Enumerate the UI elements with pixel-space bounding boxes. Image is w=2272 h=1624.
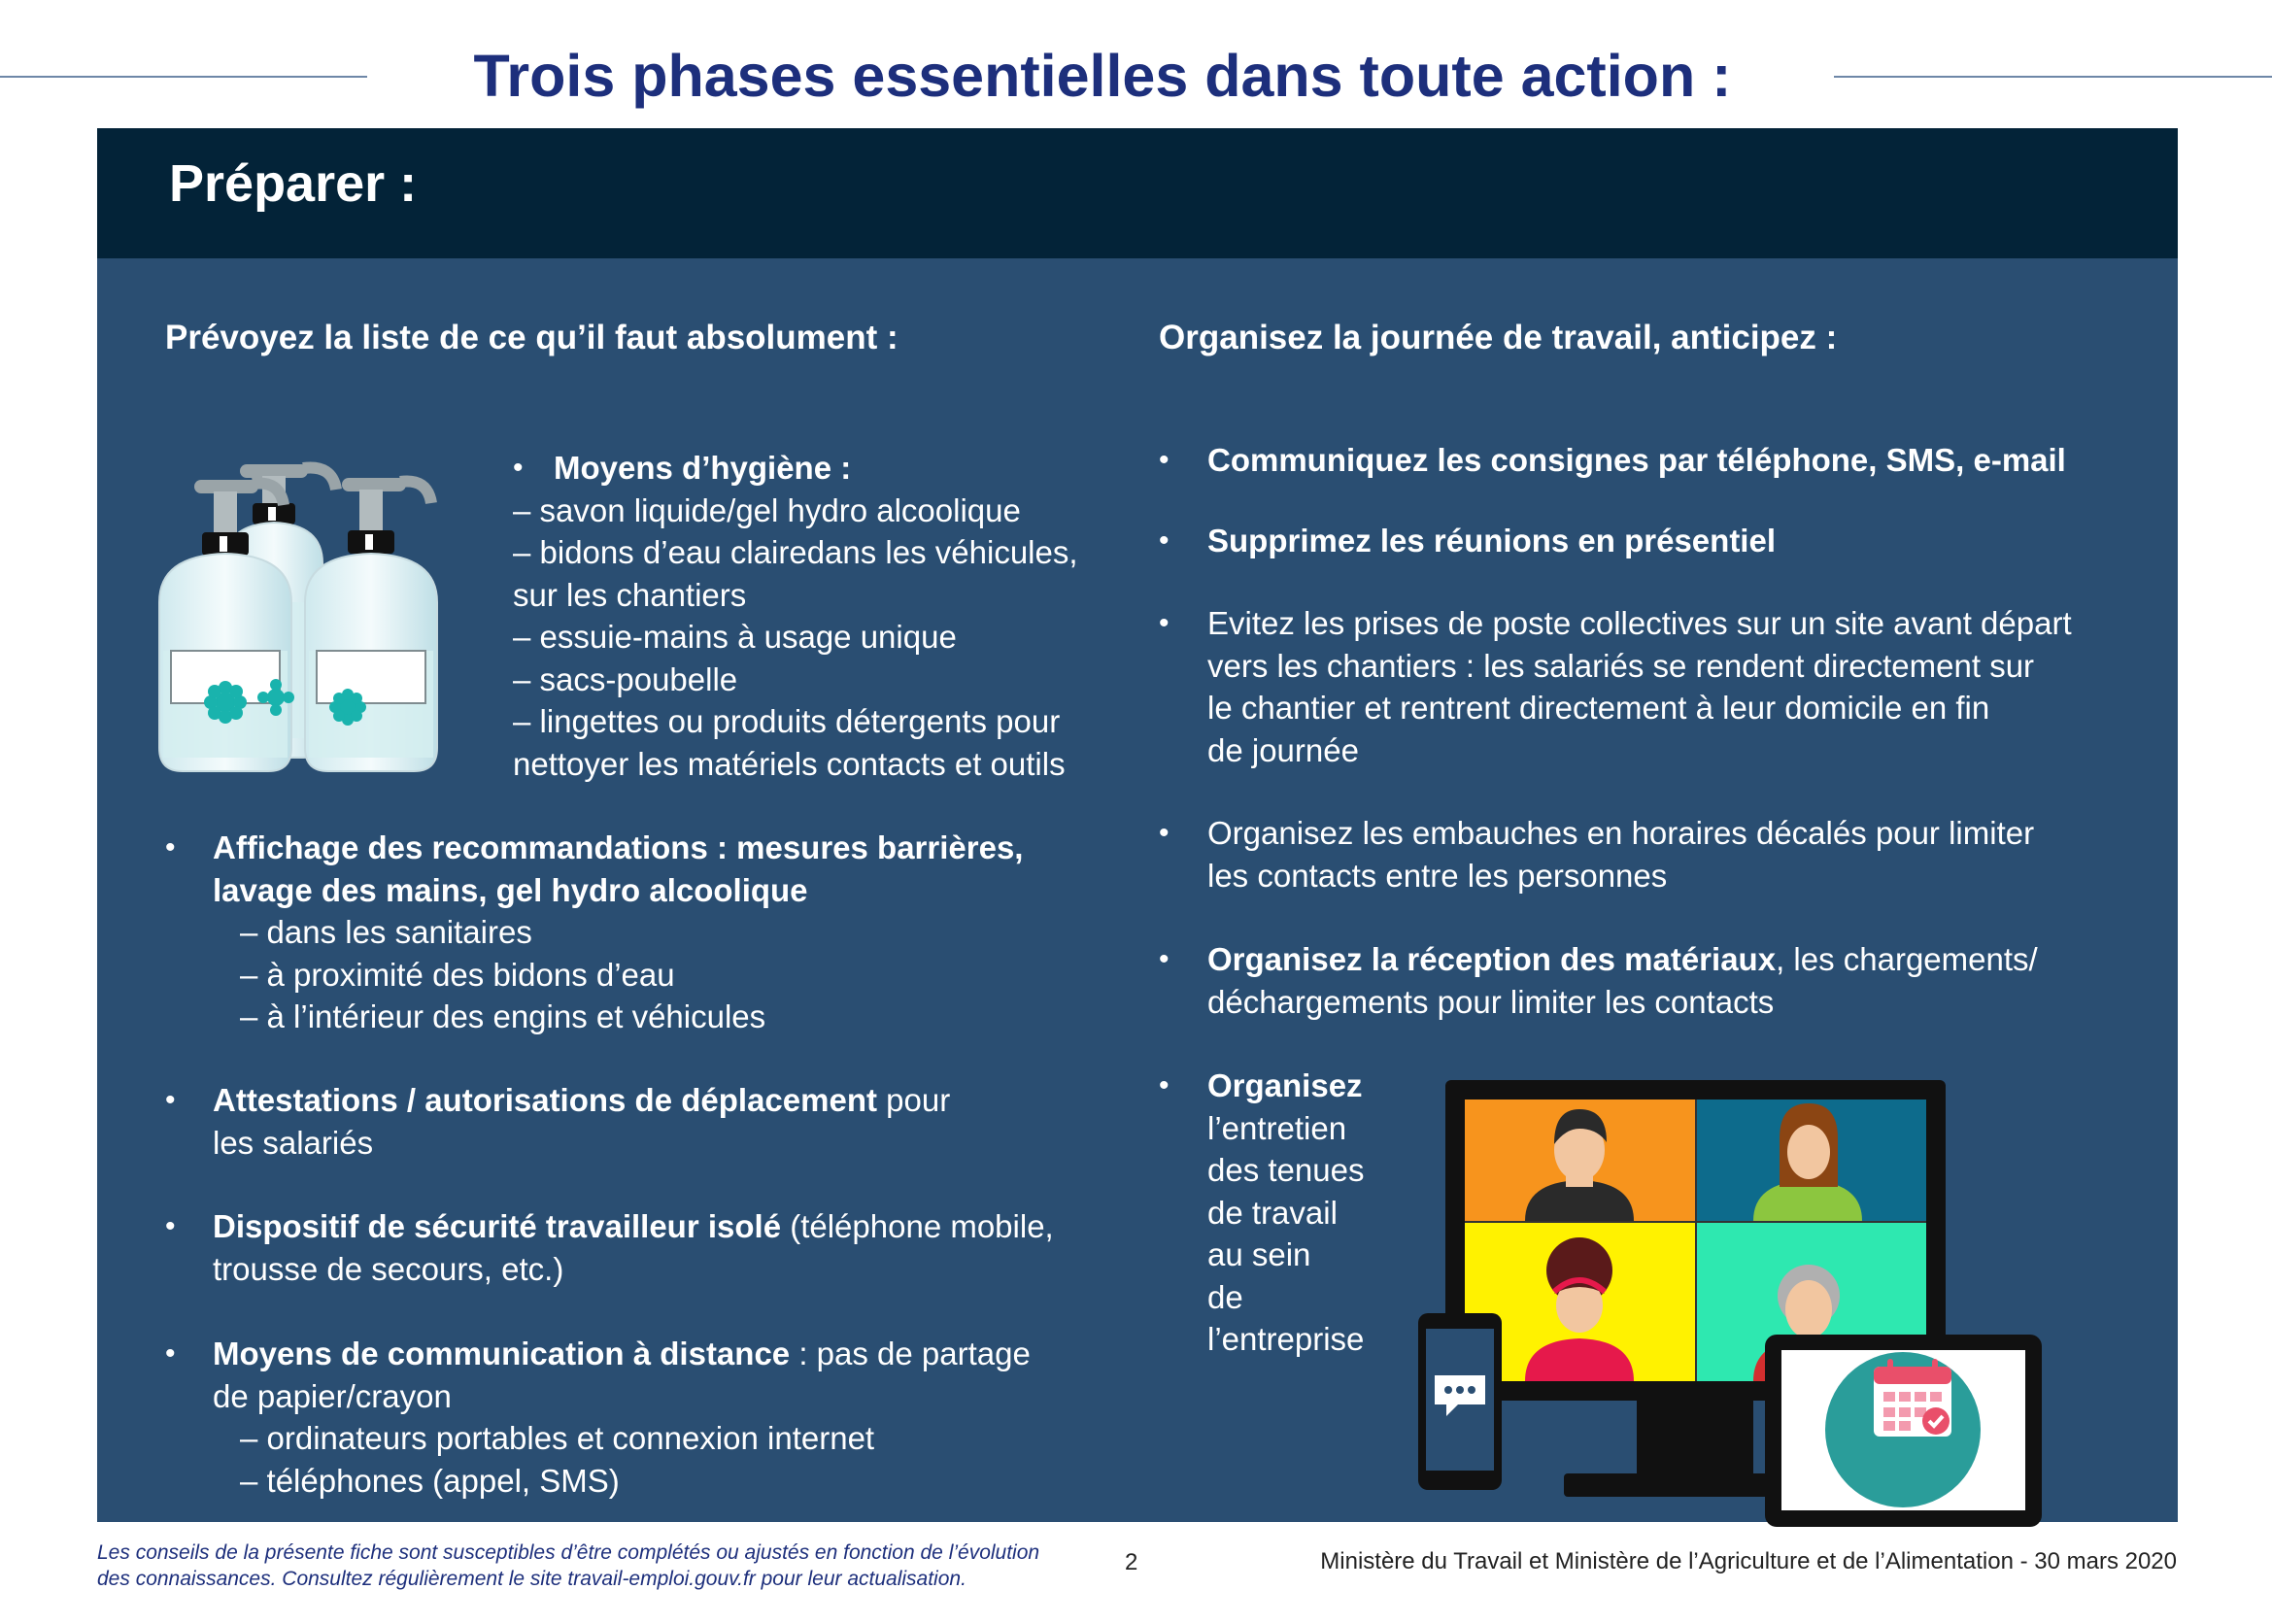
page-number: 2	[1125, 1549, 1138, 1575]
dispositif-block	[213, 1205, 1184, 1290]
footer-credit: Ministère du Travail et Ministère de l’Agriculture et de l’Alimentation - 30 mars 2020	[1320, 1548, 2177, 1574]
page-title: Trois phases essentielles dans toute action :	[473, 43, 1732, 109]
sanitizer-bottles-illustration	[157, 457, 503, 777]
attestations-line2: les salariés	[213, 1124, 374, 1161]
dispositif-rest: (téléphone mobile,	[781, 1208, 1054, 1244]
hygiene-line: – lingettes ou produits détergents pour	[513, 703, 1061, 739]
communication-bold: Moyens de communication à distance	[213, 1336, 791, 1371]
footer-note-line1: Les conseils de la présente fiche sont susceptibles d’être complétés ou ajustés en fonction de l’évolution	[97, 1541, 1040, 1564]
communication-sub: – ordinateurs portables et connexion internet	[240, 1420, 875, 1456]
bullet-item3: •	[1159, 607, 1170, 639]
item5-rest: , les chargements/	[1776, 941, 2038, 977]
bullet-item1: •	[1159, 444, 1170, 476]
attestations-bold: Attestations / autorisations de déplacement	[213, 1082, 877, 1118]
calendar-icon	[1870, 1357, 1957, 1440]
hygiene-heading: Moyens d’hygiène :	[554, 450, 852, 486]
item4-line: les contacts entre les personnes	[1207, 857, 1668, 894]
bullet-hygiene: •	[513, 452, 524, 484]
affichage-sub: – à l’intérieur des engins et véhicules	[240, 998, 766, 1034]
communication-block	[213, 1333, 1184, 1502]
footer-note	[97, 1539, 1107, 1592]
hygiene-line: – essuie-mains à usage unique	[513, 619, 957, 655]
communication-line2: de papier/crayon	[213, 1377, 452, 1414]
dispositif-bold: Dispositif de sécurité travailleur isolé	[213, 1208, 782, 1244]
hygiene-line: – sacs-poubelle	[513, 660, 738, 697]
right-item-1: Communiquez les consignes par téléphone, SMS, e-mail	[1207, 442, 2066, 478]
bullet-communication: •	[165, 1337, 176, 1370]
right-item-6	[1207, 1065, 1402, 1361]
left-column-heading: Prévoyez la liste de ce qu’il faut absolument :	[165, 319, 899, 356]
item3-line: vers les chantiers : les salariés se rendent directement sur	[1207, 647, 2035, 684]
item6-line: au sein	[1207, 1236, 1311, 1272]
attestations-rest: pour	[876, 1082, 951, 1118]
bullet-affichage: •	[165, 831, 176, 863]
right-item-2: Supprimez les réunions en présentiel	[1207, 523, 1776, 558]
footer-note-line2: des connaissances. Consultez régulièrement le site travail-emploi.gouv.fr pour leur actualisation.	[97, 1568, 966, 1590]
affichage-sub: – à proximité des bidons d’eau	[240, 956, 675, 993]
item6-line: de travail	[1207, 1194, 1338, 1231]
right-item-3	[1207, 602, 2159, 771]
affichage-block	[213, 827, 1165, 1038]
item6-line: des tenues	[1207, 1152, 1365, 1188]
item3-line: Evitez les prises de poste collectives sur un site avant départ	[1207, 605, 2072, 641]
hygiene-line: nettoyer les matériels contacts et outils	[513, 745, 1066, 782]
prepare-panel	[97, 128, 2178, 1522]
chat-bubble-icon	[1431, 1371, 1489, 1420]
bullet-item4: •	[1159, 817, 1170, 849]
item5-line2: déchargements pour limiter les contacts	[1207, 983, 1775, 1020]
communication-sub: – téléphones (appel, SMS)	[240, 1462, 620, 1499]
item3-line: le chantier et rentrent directement à leur domicile en fin	[1207, 690, 1990, 726]
section-header	[97, 128, 2178, 258]
dispositif-line2: trousse de secours, etc.)	[213, 1250, 564, 1287]
item6-line: de	[1207, 1278, 1243, 1315]
affichage-sub: – dans les sanitaires	[240, 914, 532, 950]
section-title: Préparer :	[169, 154, 418, 213]
video-conference-illustration	[1418, 1080, 2156, 1624]
bullet-item5: •	[1159, 943, 1170, 975]
right-column-heading: Organisez la journée de travail, anticipez :	[1159, 319, 1838, 356]
right-item-5	[1207, 938, 2159, 1023]
bullet-item6: •	[1159, 1069, 1170, 1101]
hygiene-line: – savon liquide/gel hydro alcoolique	[513, 491, 1021, 528]
bullet-item2: •	[1159, 524, 1170, 557]
item5-bold: Organisez la réception des matériaux	[1207, 941, 1777, 977]
item6-line: l’entreprise	[1207, 1321, 1365, 1357]
item4-line: Organisez les embauches en horaires décalés pour limiter	[1207, 815, 2035, 851]
affichage-heading-2: lavage des mains, gel hydro alcoolique	[213, 871, 808, 908]
hygiene-block	[513, 447, 1193, 785]
hygiene-line: sur les chantiers	[513, 576, 747, 613]
bullet-dispositif: •	[165, 1210, 176, 1242]
bullet-attestations: •	[165, 1084, 176, 1116]
item6-bold: Organisez	[1207, 1067, 1363, 1103]
item3-line: de journée	[1207, 731, 1359, 768]
affichage-heading-1: Affichage des recommandations : mesures barrières,	[213, 829, 1024, 865]
item6-line: l’entretien	[1207, 1109, 1347, 1146]
communication-rest: : pas de partage	[790, 1336, 1031, 1371]
hygiene-line: – bidons d’eau clairedans les véhicules,	[513, 534, 1078, 570]
right-item-4	[1207, 812, 2159, 897]
attestations-block	[213, 1079, 1165, 1164]
